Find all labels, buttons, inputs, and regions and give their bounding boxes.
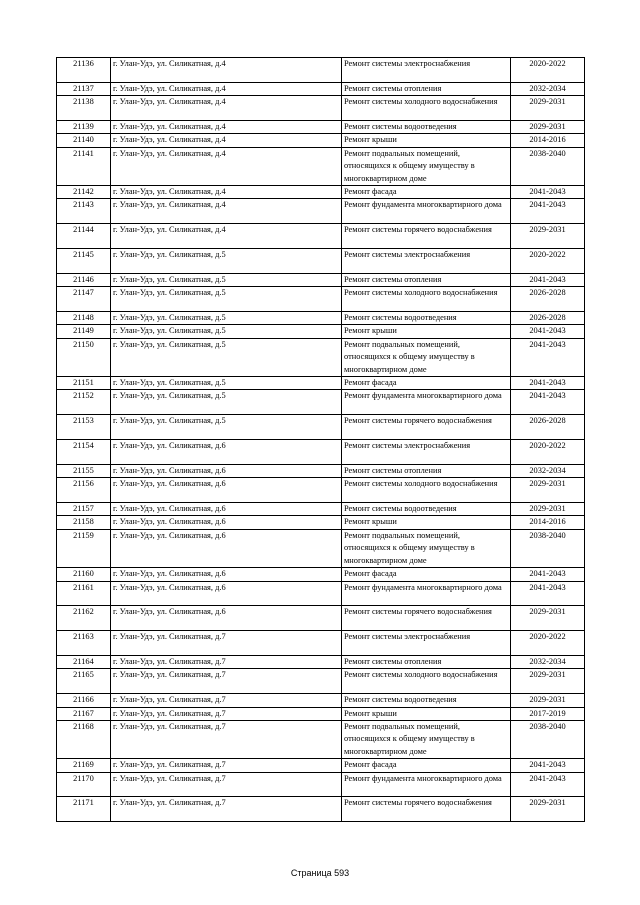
work-type-cell: Ремонт подвальных помещений, относящихся к общему имуществу в многоквартирном доме	[342, 147, 511, 185]
work-type-cell: Ремонт крыши	[342, 707, 511, 720]
period-cell: 2038-2040	[511, 529, 585, 567]
address-cell: г. Улан-Удэ, ул. Силикатная, д.7	[111, 694, 342, 707]
table-row	[57, 199, 585, 224]
table-row	[57, 464, 585, 477]
work-type-cell: Ремонт фасада	[342, 568, 511, 581]
record-number-cell: 21160	[57, 568, 111, 581]
table-row	[57, 249, 585, 274]
work-type-cell: Ремонт фундамента многоквартирного дома	[342, 390, 511, 415]
table-row	[57, 287, 585, 312]
record-number-cell: 21156	[57, 478, 111, 503]
work-type-cell: Ремонт крыши	[342, 516, 511, 529]
record-number-cell: 21169	[57, 759, 111, 772]
period-cell: 2029-2031	[511, 669, 585, 694]
table-row	[57, 772, 585, 797]
work-type-cell: Ремонт системы горячего водоснабжения	[342, 224, 511, 249]
address-cell: г. Улан-Удэ, ул. Силикатная, д.6	[111, 606, 342, 631]
table-row	[57, 707, 585, 720]
work-type-cell: Ремонт системы водоотведения	[342, 694, 511, 707]
period-cell: 2032-2034	[511, 82, 585, 95]
record-number-cell: 21153	[57, 415, 111, 440]
record-number-cell: 21147	[57, 287, 111, 312]
work-type-cell: Ремонт фасада	[342, 759, 511, 772]
period-cell: 2026-2028	[511, 287, 585, 312]
record-number-cell: 21167	[57, 707, 111, 720]
period-cell: 2017-2019	[511, 707, 585, 720]
period-cell: 2041-2043	[511, 377, 585, 390]
table-row	[57, 759, 585, 772]
period-cell: 2029-2031	[511, 96, 585, 121]
address-cell: г. Улан-Удэ, ул. Силикатная, д.7	[111, 707, 342, 720]
period-cell: 2026-2028	[511, 415, 585, 440]
table-row	[57, 669, 585, 694]
work-type-cell: Ремонт фасада	[342, 377, 511, 390]
address-cell: г. Улан-Удэ, ул. Силикатная, д.5	[111, 390, 342, 415]
work-type-cell: Ремонт фасада	[342, 186, 511, 199]
work-type-cell: Ремонт системы электроснабжения	[342, 58, 511, 83]
table-row	[57, 224, 585, 249]
table-row	[57, 377, 585, 390]
period-cell: 2041-2043	[511, 568, 585, 581]
record-number-cell: 21151	[57, 377, 111, 390]
period-cell: 2032-2034	[511, 655, 585, 668]
table-row	[57, 273, 585, 286]
address-cell: г. Улан-Удэ, ул. Силикатная, д.4	[111, 58, 342, 83]
record-number-cell: 21158	[57, 516, 111, 529]
period-cell: 2038-2040	[511, 720, 585, 758]
table-row	[57, 82, 585, 95]
table-row	[57, 415, 585, 440]
table-row	[57, 720, 585, 758]
table-row	[57, 96, 585, 121]
work-type-cell: Ремонт фундамента многоквартирного дома	[342, 199, 511, 224]
record-number-cell: 21141	[57, 147, 111, 185]
period-cell: 2014-2016	[511, 134, 585, 147]
record-number-cell: 21144	[57, 224, 111, 249]
table-row	[57, 581, 585, 606]
page-number: Страница 593	[290, 868, 350, 878]
table-row	[57, 390, 585, 415]
address-cell: г. Улан-Удэ, ул. Силикатная, д.4	[111, 134, 342, 147]
table-row	[57, 121, 585, 134]
table-row	[57, 147, 585, 185]
period-cell: 2041-2043	[511, 390, 585, 415]
period-cell: 2041-2043	[511, 199, 585, 224]
address-cell: г. Улан-Удэ, ул. Силикатная, д.6	[111, 503, 342, 516]
address-cell: г. Улан-Удэ, ул. Силикатная, д.4	[111, 147, 342, 185]
address-cell: г. Улан-Удэ, ул. Силикатная, д.7	[111, 759, 342, 772]
record-number-cell: 21155	[57, 464, 111, 477]
table-row	[57, 503, 585, 516]
work-type-cell: Ремонт системы отопления	[342, 655, 511, 668]
period-cell: 2026-2028	[511, 312, 585, 325]
address-cell: г. Улан-Удэ, ул. Силикатная, д.6	[111, 568, 342, 581]
record-number-cell: 21146	[57, 273, 111, 286]
record-number-cell: 21162	[57, 606, 111, 631]
period-cell: 2029-2031	[511, 797, 585, 822]
period-cell: 2041-2043	[511, 759, 585, 772]
address-cell: г. Улан-Удэ, ул. Силикатная, д.7	[111, 669, 342, 694]
record-number-cell: 21161	[57, 581, 111, 606]
record-number-cell: 21165	[57, 669, 111, 694]
work-type-cell: Ремонт фундамента многоквартирного дома	[342, 772, 511, 797]
table-body	[57, 58, 585, 822]
work-type-cell: Ремонт системы отопления	[342, 273, 511, 286]
address-cell: г. Улан-Удэ, ул. Силикатная, д.4	[111, 186, 342, 199]
address-cell: г. Улан-Удэ, ул. Силикатная, д.6	[111, 581, 342, 606]
work-type-cell: Ремонт крыши	[342, 134, 511, 147]
address-cell: г. Улан-Удэ, ул. Силикатная, д.7	[111, 720, 342, 758]
document-sheet	[56, 57, 584, 822]
record-number-cell: 21150	[57, 338, 111, 376]
work-type-cell: Ремонт подвальных помещений, относящихся к общему имуществу в многоквартирном доме	[342, 529, 511, 567]
period-cell: 2029-2031	[511, 606, 585, 631]
address-cell: г. Улан-Удэ, ул. Силикатная, д.6	[111, 529, 342, 567]
period-cell: 2020-2022	[511, 58, 585, 83]
address-cell: г. Улан-Удэ, ул. Силикатная, д.4	[111, 224, 342, 249]
table-row	[57, 797, 585, 822]
period-cell: 2041-2043	[511, 338, 585, 376]
address-cell: г. Улан-Удэ, ул. Силикатная, д.7	[111, 797, 342, 822]
work-type-cell: Ремонт системы электроснабжения	[342, 631, 511, 656]
record-number-cell: 21157	[57, 503, 111, 516]
period-cell: 2020-2022	[511, 440, 585, 465]
table-row	[57, 134, 585, 147]
address-cell: г. Улан-Удэ, ул. Силикатная, д.4	[111, 199, 342, 224]
period-cell: 2029-2031	[511, 224, 585, 249]
table-row	[57, 325, 585, 338]
period-cell: 2041-2043	[511, 581, 585, 606]
address-cell: г. Улан-Удэ, ул. Силикатная, д.4	[111, 121, 342, 134]
record-number-cell: 21154	[57, 440, 111, 465]
address-cell: г. Улан-Удэ, ул. Силикатная, д.7	[111, 631, 342, 656]
work-type-cell: Ремонт системы холодного водоснабжения	[342, 287, 511, 312]
record-number-cell: 21164	[57, 655, 111, 668]
address-cell: г. Улан-Удэ, ул. Силикатная, д.4	[111, 96, 342, 121]
record-number-cell: 21148	[57, 312, 111, 325]
address-cell: г. Улан-Удэ, ул. Силикатная, д.6	[111, 440, 342, 465]
period-cell: 2020-2022	[511, 631, 585, 656]
work-type-cell: Ремонт системы горячего водоснабжения	[342, 797, 511, 822]
address-cell: г. Улан-Удэ, ул. Силикатная, д.7	[111, 772, 342, 797]
address-cell: г. Улан-Удэ, ул. Силикатная, д.7	[111, 655, 342, 668]
address-cell: г. Улан-Удэ, ул. Силикатная, д.5	[111, 377, 342, 390]
address-cell: г. Улан-Удэ, ул. Силикатная, д.6	[111, 478, 342, 503]
period-cell: 2041-2043	[511, 186, 585, 199]
table-row	[57, 516, 585, 529]
repair-schedule-table	[56, 57, 585, 822]
address-cell: г. Улан-Удэ, ул. Силикатная, д.5	[111, 273, 342, 286]
record-number-cell: 21170	[57, 772, 111, 797]
work-type-cell: Ремонт крыши	[342, 325, 511, 338]
record-number-cell: 21152	[57, 390, 111, 415]
record-number-cell: 21168	[57, 720, 111, 758]
record-number-cell: 21143	[57, 199, 111, 224]
address-cell: г. Улан-Удэ, ул. Силикатная, д.5	[111, 415, 342, 440]
period-cell: 2020-2022	[511, 249, 585, 274]
address-cell: г. Улан-Удэ, ул. Силикатная, д.5	[111, 249, 342, 274]
record-number-cell: 21136	[57, 58, 111, 83]
record-number-cell: 21171	[57, 797, 111, 822]
work-type-cell: Ремонт системы водоотведения	[342, 121, 511, 134]
table-row	[57, 631, 585, 656]
work-type-cell: Ремонт системы электроснабжения	[342, 440, 511, 465]
work-type-cell: Ремонт подвальных помещений, относящихся к общему имуществу в многоквартирном доме	[342, 720, 511, 758]
record-number-cell: 21142	[57, 186, 111, 199]
period-cell: 2029-2031	[511, 503, 585, 516]
address-cell: г. Улан-Удэ, ул. Силикатная, д.5	[111, 338, 342, 376]
record-number-cell: 21145	[57, 249, 111, 274]
address-cell: г. Улан-Удэ, ул. Силикатная, д.6	[111, 516, 342, 529]
work-type-cell: Ремонт фундамента многоквартирного дома	[342, 581, 511, 606]
address-cell: г. Улан-Удэ, ул. Силикатная, д.4	[111, 82, 342, 95]
table-row	[57, 312, 585, 325]
period-cell: 2029-2031	[511, 478, 585, 503]
period-cell: 2029-2031	[511, 694, 585, 707]
work-type-cell: Ремонт системы водоотведения	[342, 312, 511, 325]
period-cell: 2038-2040	[511, 147, 585, 185]
record-number-cell: 21139	[57, 121, 111, 134]
address-cell: г. Улан-Удэ, ул. Силикатная, д.5	[111, 312, 342, 325]
table-row	[57, 440, 585, 465]
record-number-cell: 21163	[57, 631, 111, 656]
address-cell: г. Улан-Удэ, ул. Силикатная, д.6	[111, 464, 342, 477]
work-type-cell: Ремонт системы горячего водоснабжения	[342, 606, 511, 631]
record-number-cell: 21140	[57, 134, 111, 147]
table-row	[57, 58, 585, 83]
record-number-cell: 21159	[57, 529, 111, 567]
table-row	[57, 568, 585, 581]
record-number-cell: 21137	[57, 82, 111, 95]
table-row	[57, 529, 585, 567]
work-type-cell: Ремонт системы отопления	[342, 464, 511, 477]
work-type-cell: Ремонт системы холодного водоснабжения	[342, 478, 511, 503]
period-cell: 2014-2016	[511, 516, 585, 529]
record-number-cell: 21138	[57, 96, 111, 121]
work-type-cell: Ремонт системы холодного водоснабжения	[342, 669, 511, 694]
period-cell: 2041-2043	[511, 772, 585, 797]
work-type-cell: Ремонт системы отопления	[342, 82, 511, 95]
table-row	[57, 606, 585, 631]
table-row	[57, 186, 585, 199]
table-row	[57, 655, 585, 668]
work-type-cell: Ремонт системы электроснабжения	[342, 249, 511, 274]
record-number-cell: 21149	[57, 325, 111, 338]
period-cell: 2041-2043	[511, 325, 585, 338]
record-number-cell: 21166	[57, 694, 111, 707]
period-cell: 2029-2031	[511, 121, 585, 134]
period-cell: 2041-2043	[511, 273, 585, 286]
table-row	[57, 478, 585, 503]
period-cell: 2032-2034	[511, 464, 585, 477]
table-row	[57, 694, 585, 707]
work-type-cell: Ремонт системы холодного водоснабжения	[342, 96, 511, 121]
table-row	[57, 338, 585, 376]
address-cell: г. Улан-Удэ, ул. Силикатная, д.5	[111, 287, 342, 312]
address-cell: г. Улан-Удэ, ул. Силикатная, д.5	[111, 325, 342, 338]
work-type-cell: Ремонт подвальных помещений, относящихся к общему имуществу в многоквартирном доме	[342, 338, 511, 376]
work-type-cell: Ремонт системы горячего водоснабжения	[342, 415, 511, 440]
work-type-cell: Ремонт системы водоотведения	[342, 503, 511, 516]
